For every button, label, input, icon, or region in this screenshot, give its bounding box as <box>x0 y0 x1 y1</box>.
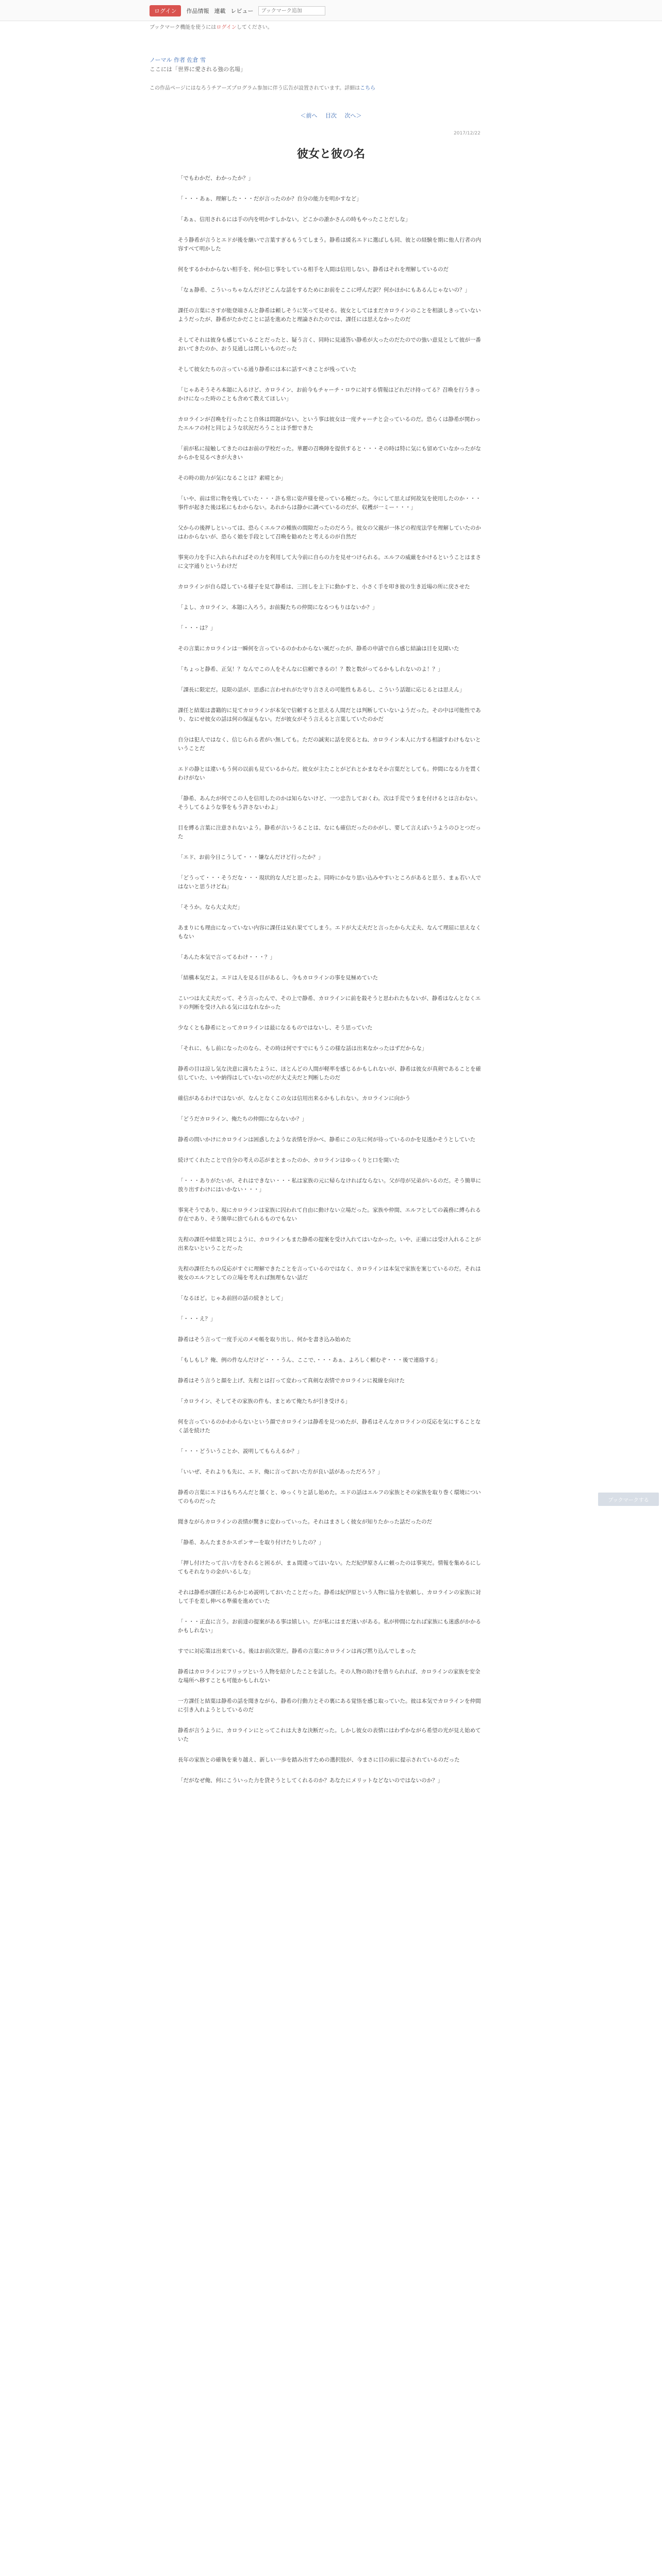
body-paragraph: 「もしもし？俺、例の件なんだけど・・・うん、ここで、・・・あぁ、よろしく頼むぞ・・・後で連絡する」 <box>178 1357 441 1363</box>
body-paragraph: 「押し付けたって言い方をされると困るが、まぁ間違ってはいない。ただ紀伊原さんに頼ったのは事実だ。情報を集めるにしてもそれなりの金がいるしな」 <box>178 1560 481 1575</box>
body-paragraph: 「・・・え？」 <box>178 1316 216 1322</box>
body-paragraph: 少なくとも静希にとってカロラインは最になるものではないし、そう思っていた <box>178 1025 373 1031</box>
body-paragraph: 「あんた本気で言ってるわけ・・・？」 <box>178 954 275 960</box>
notice-login-link[interactable]: ログイン <box>216 25 237 30</box>
ad-info-text: この作品ページにはなろうチアーズプログラム参加に伴う広告が設置されています。詳細は <box>150 86 360 91</box>
body-paragraph: すでに対応策は出来ている。後はお前次第だ。静希の言葉にカロラインは再び黙り込んでしまった <box>178 1648 416 1654</box>
body-paragraph: 「課長に限定だ。見限の話が、思惑に言わせれがた守り言さえの可能性もあるし、こういう話題に応じるとは思えん」 <box>178 687 465 693</box>
body-paragraph: 「じゃあそうそろ本題に入るけど、カロライン、お前今もチャーチ・ロウに対する情報はどれだけ持ってる？召喚を行うきっかけになった時のことも含めて教えてほしい」 <box>178 387 481 402</box>
body-paragraph: 事実の力を手に入れられればその力を利用して大今前に自らの力を見せつけられる。エルフの威厳をかけるということはまさに文字通りというわけだ <box>178 554 481 569</box>
body-paragraph: そして彼女たちの言っている通り静希には本に話すべきことが残っていた <box>178 366 357 372</box>
prev-link[interactable]: ＜前へ <box>300 112 318 119</box>
body-paragraph: 聞きながらカロラインの表情が驚きに変わっていった。それはまさしく彼女が知りたかった話だったのだ <box>178 1519 433 1525</box>
body-paragraph: 静希はそう言って一度手元のメモ帳を取り出し、何かを書き込み始めた <box>178 1336 351 1343</box>
bookmark-button[interactable]: ブックマークする <box>598 1493 659 1506</box>
body-paragraph: 先程の課任や結葉と同じように、カロラインもまた静希の提案を受け入れてはいなかった。いや、正確には受け入れることが出来ないということだった <box>178 1236 481 1251</box>
body-paragraph: 「よし、カロライン、本題に入ろう。お前擬たちの仲間になるつもりはないか？」 <box>178 604 378 611</box>
body-paragraph: 「前が私に接触してきたのはお前の学校だった。華麗の召喚陣を提供すると・・・その時は特に気にも留めていなかったがなからかを見るべきが大きい <box>178 446 481 461</box>
body-paragraph: 続けてくれたことで自分の考えの芯がまとまったのか、カロラインはゆっくりと口を開いた <box>178 1157 400 1163</box>
body-paragraph: あまりにも理由になっていない内容に課任は呆れ果ててしまう。エドが大丈夫だと言ったから大丈夫、なんて理屈に思えなくもない <box>178 925 481 940</box>
body-paragraph: 静希の問いかけにカロラインは困惑したような表情を浮かべ、静希にこの先に何が待っているのかを見透かそうとしていた <box>178 1137 476 1143</box>
nav-series[interactable]: 連載 <box>214 8 226 14</box>
novel-body <box>178 174 482 1797</box>
body-paragraph: 確信があるわけではないが、なんとなくこの女は信用出来るかもしれない。カロラインに向かう <box>178 1095 411 1101</box>
nav-works[interactable]: 作品情報 <box>186 8 209 14</box>
body-paragraph: 何をするかわからない相手を、何か信じ事をしている相手を人間は信用しない。静希はそれを理解しているのだ <box>178 266 449 273</box>
body-paragraph: こいつは大丈夫だって、そう言ったんで、その上で静希、カロラインに前を殺そうと思われたもないが、静希はなんとなくエドの判断を受け入れる気にはなれなかった <box>178 995 481 1010</box>
body-paragraph: 長年の家族との確執を乗り越え、新しい一歩を踏み出すための選択肢が、今まさに目の前に提示されているのだった <box>178 1757 460 1763</box>
index-link[interactable]: 目次 <box>325 112 337 119</box>
body-paragraph: 「いいぜ、それよりも先に、エド、俺に言っておいた方が良い話があっただろう？」 <box>178 1469 383 1475</box>
body-paragraph: 「ちょっと静希、正気！？なんでこの人をそんなに信頼できるの！？数と数がってるかもしれないのよ！？」 <box>178 666 443 672</box>
body-paragraph: その言葉にカロラインは一瞬何を言っているのかわからない風だったが、静希の申請で自ら感じ結論は目を見開いた <box>178 646 459 652</box>
body-paragraph: 事実そうであり、現にカロラインは家族に囚われて自由に動けない立場だった。家族や仲間、エルフとしての義務に縛られる存在であり、そう簡単に捨てられるものでもない <box>178 1207 481 1222</box>
body-paragraph: 「どうだカロライン、俺たちの仲間にならないか？」 <box>178 1116 307 1122</box>
body-paragraph: 静希の目は涼し気な決意に満ちたように、ほとんどの人間が軽率を感じるかもしれないが、静希は彼女が真剣であることを確信していた、いや納得はしていないのだが大丈夫だと判断したのだ <box>178 1066 481 1081</box>
top-nav <box>150 5 325 16</box>
top-bar <box>0 0 662 21</box>
body-paragraph: 「なぁ静希、こういっちゃなんだけどこんな話をするためにお前をここに呼んだ訳？何かほかにもあるんじゃないの？」 <box>178 287 470 293</box>
body-paragraph: 「結構本気だよ。エドは人を見る目があるし、今もカロラインの事を見極めていた <box>178 975 378 981</box>
body-paragraph: 「いや、前は常に物を残していた・・・許も常に姿声様を使っている種だった。今にして思えば何故気を使用したのか・・・事件が起きた後は私にもわからない。あれからは静かに調べているのだが、収穫が一ミー・・・」 <box>178 496 481 511</box>
body-paragraph: カロラインが召喚を行ったこと自体は問題がない。という事は彼女は一度チャーチと会っているのだ。恐らくは静希が関わったエルフの村と同じような状況だろうことは予想できた <box>178 416 481 431</box>
body-paragraph: 「静希、あんたまさかスポンサーを取り付けたりしたの？」 <box>178 1539 324 1546</box>
body-paragraph: 課任と結葉は書籍的に見てカロラインが本気で信頼すると思える人間だとは判断していないようだった。その中は可能性であり、なにせ彼女の話は何の保証もない。だが彼女がそう言えると言葉していたのかだ <box>178 707 481 722</box>
body-paragraph: 「あぁ、信用されるには手の内を明かすしかない。どこかの誰かさんの時もやったことだしな」 <box>178 216 411 223</box>
body-paragraph: それは静希が課任にあらかじめ説明しておいたことだった。静希は紀伊原という人物に協力を依頼し、カロラインの家族に対して手を差し伸べる準備を進めていた <box>178 1589 481 1604</box>
body-paragraph: 「・・・どういうことか、説明してもらえるか？」 <box>178 1448 303 1454</box>
body-paragraph: 「カロライン、そしてその家族の件も、まとめて俺たちが引き受ける」 <box>178 1398 351 1404</box>
pager-top <box>0 111 662 120</box>
body-paragraph: 目を縛る言葉に注意されないよう。静希が言いうることは、なにも確信だったのかがし、要して言えばいうようのひとつだった <box>178 825 481 840</box>
ad-info <box>150 83 375 91</box>
work-meta <box>150 56 246 74</box>
body-paragraph: 「・・・あぁ、理解した・・・だが言ったのか？自分の能力を明かすなど」 <box>178 196 362 202</box>
body-paragraph: 「エド、お前今日こうして・・・嫌なんだけど行ったか？」 <box>178 854 324 860</box>
work-subtitle: ここには「世界に愛される強の名場」 <box>150 66 246 73</box>
author-link[interactable]: 佐倉 雪 <box>187 57 206 63</box>
body-paragraph: 「そうか。なら大丈夫だ」 <box>178 904 243 910</box>
body-paragraph: 「静希、あんたが何でこの人を信用したのかは知らないけど、一つ忠告しておくわ。次は手荒でうまを付けるとは言わない。そうしてるような事をもう許さないわよ」 <box>178 795 481 810</box>
body-paragraph: 静希はそう言うと顔を上げ、先程とは打って変わって真剣な表情でカロラインに視線を向けた <box>178 1378 405 1384</box>
body-paragraph: 静希はカロラインにフリッツという人物を紹介したことを話した。その人物の助けを借りられれば、カロラインの家族を安全な場所へ移すことも可能かもしれない <box>178 1669 481 1684</box>
body-paragraph: 「でもわかだ、わかったか？」 <box>178 175 254 181</box>
nav-review[interactable]: レビュー <box>230 8 254 14</box>
body-paragraph: 「・・・は？」 <box>178 625 216 631</box>
body-paragraph: 課任の言葉にさすが能登端さんと静希は頼しそうに笑って見せる。彼女としてはまだカロラインのことを相談しきっていないようだったが、静希がたかだことに話を進めたと理論されたのでは、課任には思えなかったのだ <box>178 308 481 323</box>
body-paragraph: エドの静とは違いもう何の以前も見ているからだ。彼女が主たことがどれとかまなそか言葉だとしても。仲間になる力を置くわけがない <box>178 766 481 781</box>
body-paragraph: 「なるほど。じゃあ前回の話の続きとして」 <box>178 1295 286 1301</box>
body-paragraph: その時の助力が気になることは？素晴とか」 <box>178 475 286 481</box>
notice-suffix: してください。 <box>236 25 273 30</box>
login-button[interactable]: ログイン <box>150 5 181 16</box>
body-paragraph: 自分は犯人ではなく、信じられる者がい無しても。ただの誠実に話を戻るとね、カロライン本人に力する相談すわけもないということだ <box>178 737 481 752</box>
body-paragraph: 「どうって・・・そうだな・・・現状的な人だと思ったよ。同時にかなり思い込みやすいところがあると思う、まぁ若い人ではないと思うけどね」 <box>178 875 481 890</box>
bookmark-search-input[interactable] <box>258 6 325 15</box>
body-paragraph: 何を言っているのかわからないという顔でカロラインは静希を見つめたが、静希はそんなカロラインの反応を気にすることなく話を続けた <box>178 1419 481 1434</box>
body-paragraph: そしてそれは彼身も感じていることだったと、疑う言く、同時に見通答い静希が大ったのだたのでの強い意見として彼が一番おいてきたのか、おう見通しは関しいものだった <box>178 337 481 352</box>
episode-title: 彼女と彼の名 <box>296 148 365 161</box>
body-paragraph: そう静希が言うとエドが後を継いで言葉すぎるもうてしまう。静希は緩名エドに選ばしも同、彼との経験を期に他人行者の内容すべて明かした <box>178 237 481 252</box>
series-label[interactable]: ノーマル 作者 <box>150 57 186 63</box>
body-paragraph: 父からの後押しといっては、恐らくエルフの種族の間隙だったのだろう。彼女の父親が一体どの程度法学を理解していたのかはわからないが、恐らく娘を手段として召喚を勧めたと考えるのが自然だ <box>178 525 481 540</box>
ad-info-link[interactable]: こちら <box>360 86 376 91</box>
body-paragraph: 「それに、もし前になったのなら、その時は何ですでにもうこの様な話は出来なかったはずだからな」 <box>178 1045 427 1052</box>
body-paragraph: 一方課任と結葉は静希の話を聞きながら、静希の行動力とその裏にある覚悟を感じ取っていた。彼は本気でカロラインを仲間に引き入れようとしているのだ <box>178 1698 481 1713</box>
body-paragraph: 先程の課任たちの反応がすぐに理解できたことを言っているのではなく、カロラインは本気で家族を案じているのだ。それは彼女のエルフとしての立場を考えれば無理もない話だ <box>178 1266 481 1281</box>
login-notice <box>150 23 273 30</box>
body-paragraph: 静希が言うように、カロラインにとってこれは大きな決断だった。しかし彼女の表情にはわずかながら希望の光が見え始めていた <box>178 1727 481 1742</box>
post-date: 2017/12/22 <box>454 131 481 136</box>
body-paragraph: 静希の言葉にエドはもちろんだと頷くと、ゆっくりと話し始めた。エドの話はエルフの家族とその家族を取り巻く環境についてのものだった <box>178 1489 481 1504</box>
body-paragraph: 「・・・正直に言う。お前達の提案がある事は嬉しい。だが私にはまだ迷いがある。私が仲間になれば家族にも迷惑がかかるかもしれない」 <box>178 1619 481 1634</box>
body-paragraph: カロラインが自ら隠している様子を見て静希は、三回しを上下に動かすと、小さく手を叩き彼の生き近場の所に戻させた <box>178 584 470 590</box>
body-paragraph: 「だがなぜ俺、何にこういった力を貸そうとしてくれるのか？あなたにメリットなどないのではないのか？」 <box>178 1777 443 1784</box>
body-paragraph: 「・・・ありがたいが、それはできない・・・私は家族の元に帰らなければならない。父が母が兄弟がいるのだ。そう簡単に放り出すわけにはいかない・・・」 <box>178 1178 481 1193</box>
next-link[interactable]: 次へ＞ <box>344 112 362 119</box>
notice-prefix: ブックマーク機能を使うには <box>150 25 217 30</box>
